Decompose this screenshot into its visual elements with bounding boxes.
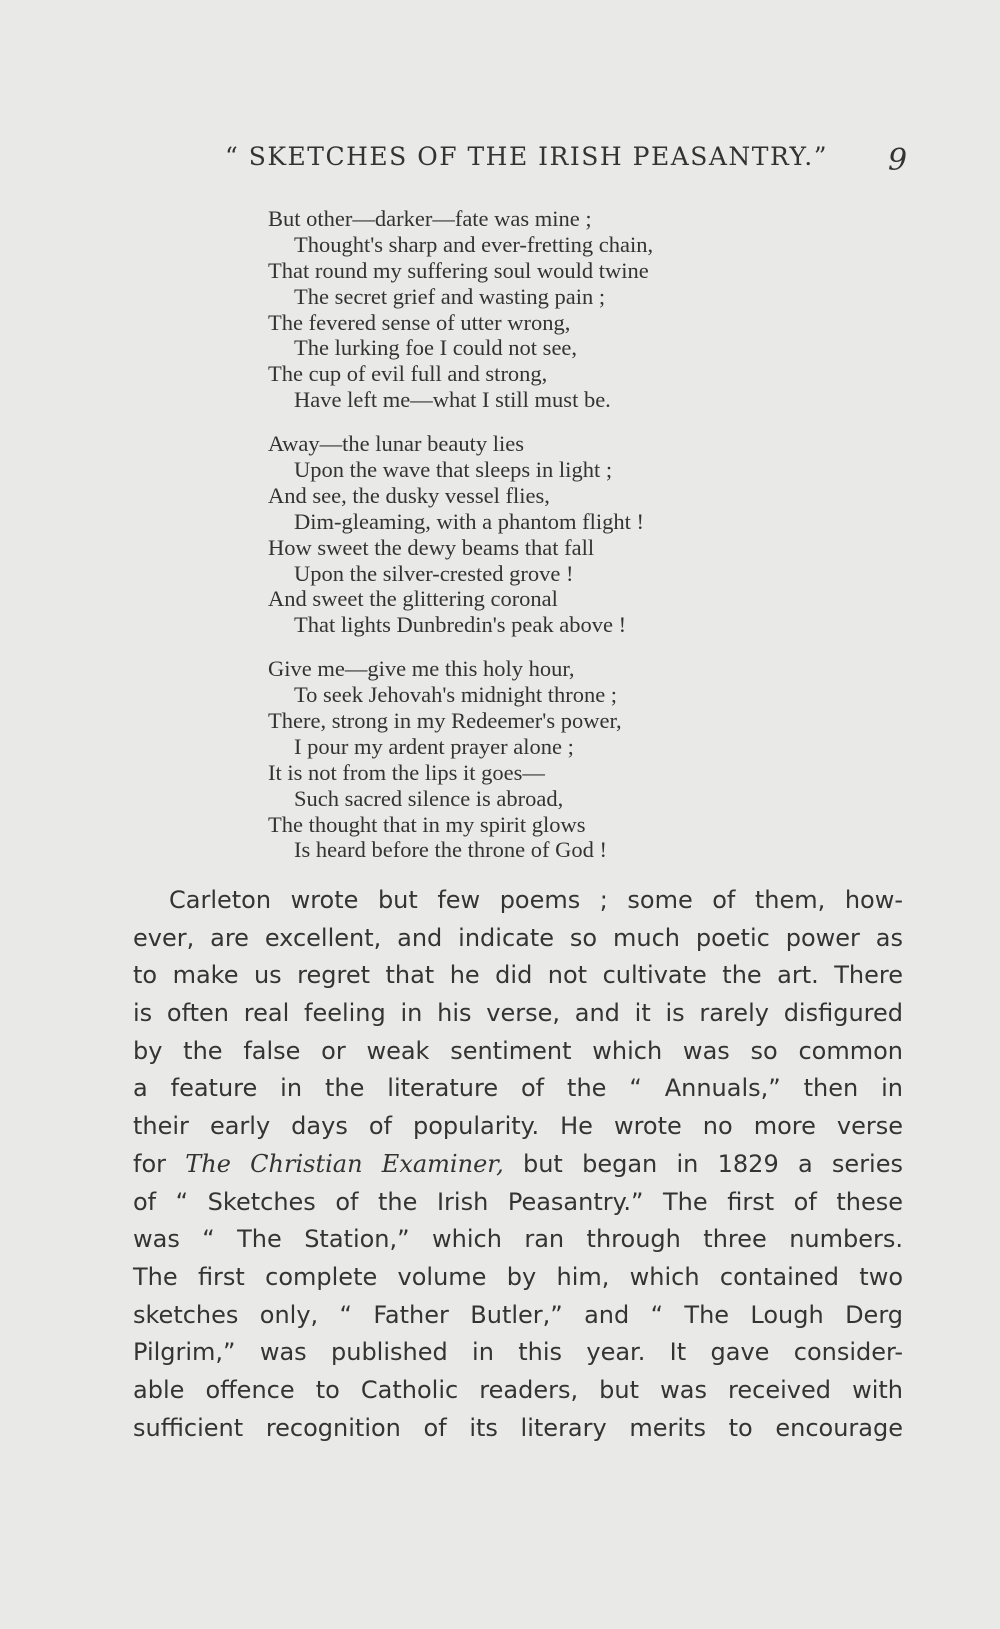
paragraph-line: their early days of popularity. He wrote no more verse: [133, 1112, 903, 1141]
paragraph-line: sufficient recognition of its literary merits to encourage: [133, 1413, 903, 1442]
poem-line: I pour my ardent prayer alone ;: [294, 733, 574, 759]
paragraph-line: a feature in the literature of the “ Annuals,” then in: [133, 1074, 903, 1103]
paragraph-line: sketches only, “ Father Butler,” and “ The Lough Derg: [133, 1300, 903, 1329]
poem-line: The secret grief and wasting pain ;: [294, 283, 606, 309]
paragraph-line: by the false or weak sentiment which was so common: [133, 1036, 903, 1065]
poem-line: There, strong in my Redeemer's power,: [268, 708, 622, 734]
paragraph-line: was “ The Station,” which ran through three numbers.: [133, 1225, 903, 1254]
poem-line: It is not from the lips it goes—: [268, 759, 545, 785]
poem-line: To seek Jehovah's midnight throne ;: [294, 682, 618, 708]
poem-line: That round my suffering soul would twine: [268, 257, 649, 283]
body-paragraph: [133, 882, 903, 1447]
poem-line: Dim-gleaming, with a phantom flight !: [294, 508, 644, 534]
paragraph-line: Pilgrim,” was published in this year. It gave consider-: [133, 1338, 903, 1367]
poem-line: But other—darker—fate was mine ;: [268, 206, 592, 231]
poem-line: Have left me—what I still must be.: [294, 387, 611, 413]
poem-line: And sweet the glittering coronal: [268, 586, 558, 612]
paragraph-line: to make us regret that he did not cultivate the art. There: [133, 961, 903, 990]
poem-line: That lights Dunbredin's peak above !: [294, 612, 627, 638]
paragraph-line: ever, are excellent, and indicate so much poetic power as: [133, 923, 903, 952]
paragraph-line: of “ Sketches of the Irish Peasantry.” The first of these: [133, 1187, 903, 1216]
poem-stanza-1: [268, 206, 788, 413]
publication-title: The Christian Examiner,: [185, 1149, 504, 1178]
poem-line: Upon the silver-crested grove !: [294, 560, 574, 586]
paragraph-text: but began in 1829 a series: [503, 1149, 903, 1178]
running-header-title: “ SKETCHES OF THE IRISH PEASANTRY.”: [225, 142, 829, 171]
poem-line: Away—the lunar beauty lies: [268, 431, 524, 457]
poem-line: Is heard before the throne of God !: [294, 837, 608, 863]
page-number: 9: [888, 143, 908, 178]
paragraph-line: The first complete volume by him, which contained two: [133, 1262, 903, 1291]
paragraph-line: Carleton wrote but few poems ; some of them, how-: [169, 886, 903, 914]
poem-line: The lurking foe I could not see,: [294, 335, 578, 361]
poem-line: How sweet the dewy beams that fall: [268, 534, 595, 560]
poem-line: And see, the dusky vessel flies,: [268, 482, 550, 508]
poem-line: Thought's sharp and ever-fretting chain,: [294, 231, 654, 257]
poem-line: The thought that in my spirit glows: [268, 811, 586, 837]
poem-line: The cup of evil full and strong,: [268, 361, 548, 387]
poem-line: Give me—give me this holy hour,: [268, 656, 575, 682]
paragraph-text: for: [133, 1149, 186, 1178]
poem-line: Such sacred silence is abroad,: [294, 785, 564, 811]
paragraph-line-with-italic: [133, 1146, 903, 1184]
poem-line: The fevered sense of utter wrong,: [268, 309, 571, 335]
poem-stanza-2: [268, 431, 788, 638]
poem: [268, 206, 788, 881]
poem-line: Upon the wave that sleeps in light ;: [294, 457, 613, 483]
poem-stanza-3: [268, 656, 788, 863]
paragraph-line: able offence to Catholic readers, but was received with: [133, 1375, 903, 1404]
paragraph-line: is often real feeling in his verse, and it is rarely disfigured: [133, 999, 903, 1028]
